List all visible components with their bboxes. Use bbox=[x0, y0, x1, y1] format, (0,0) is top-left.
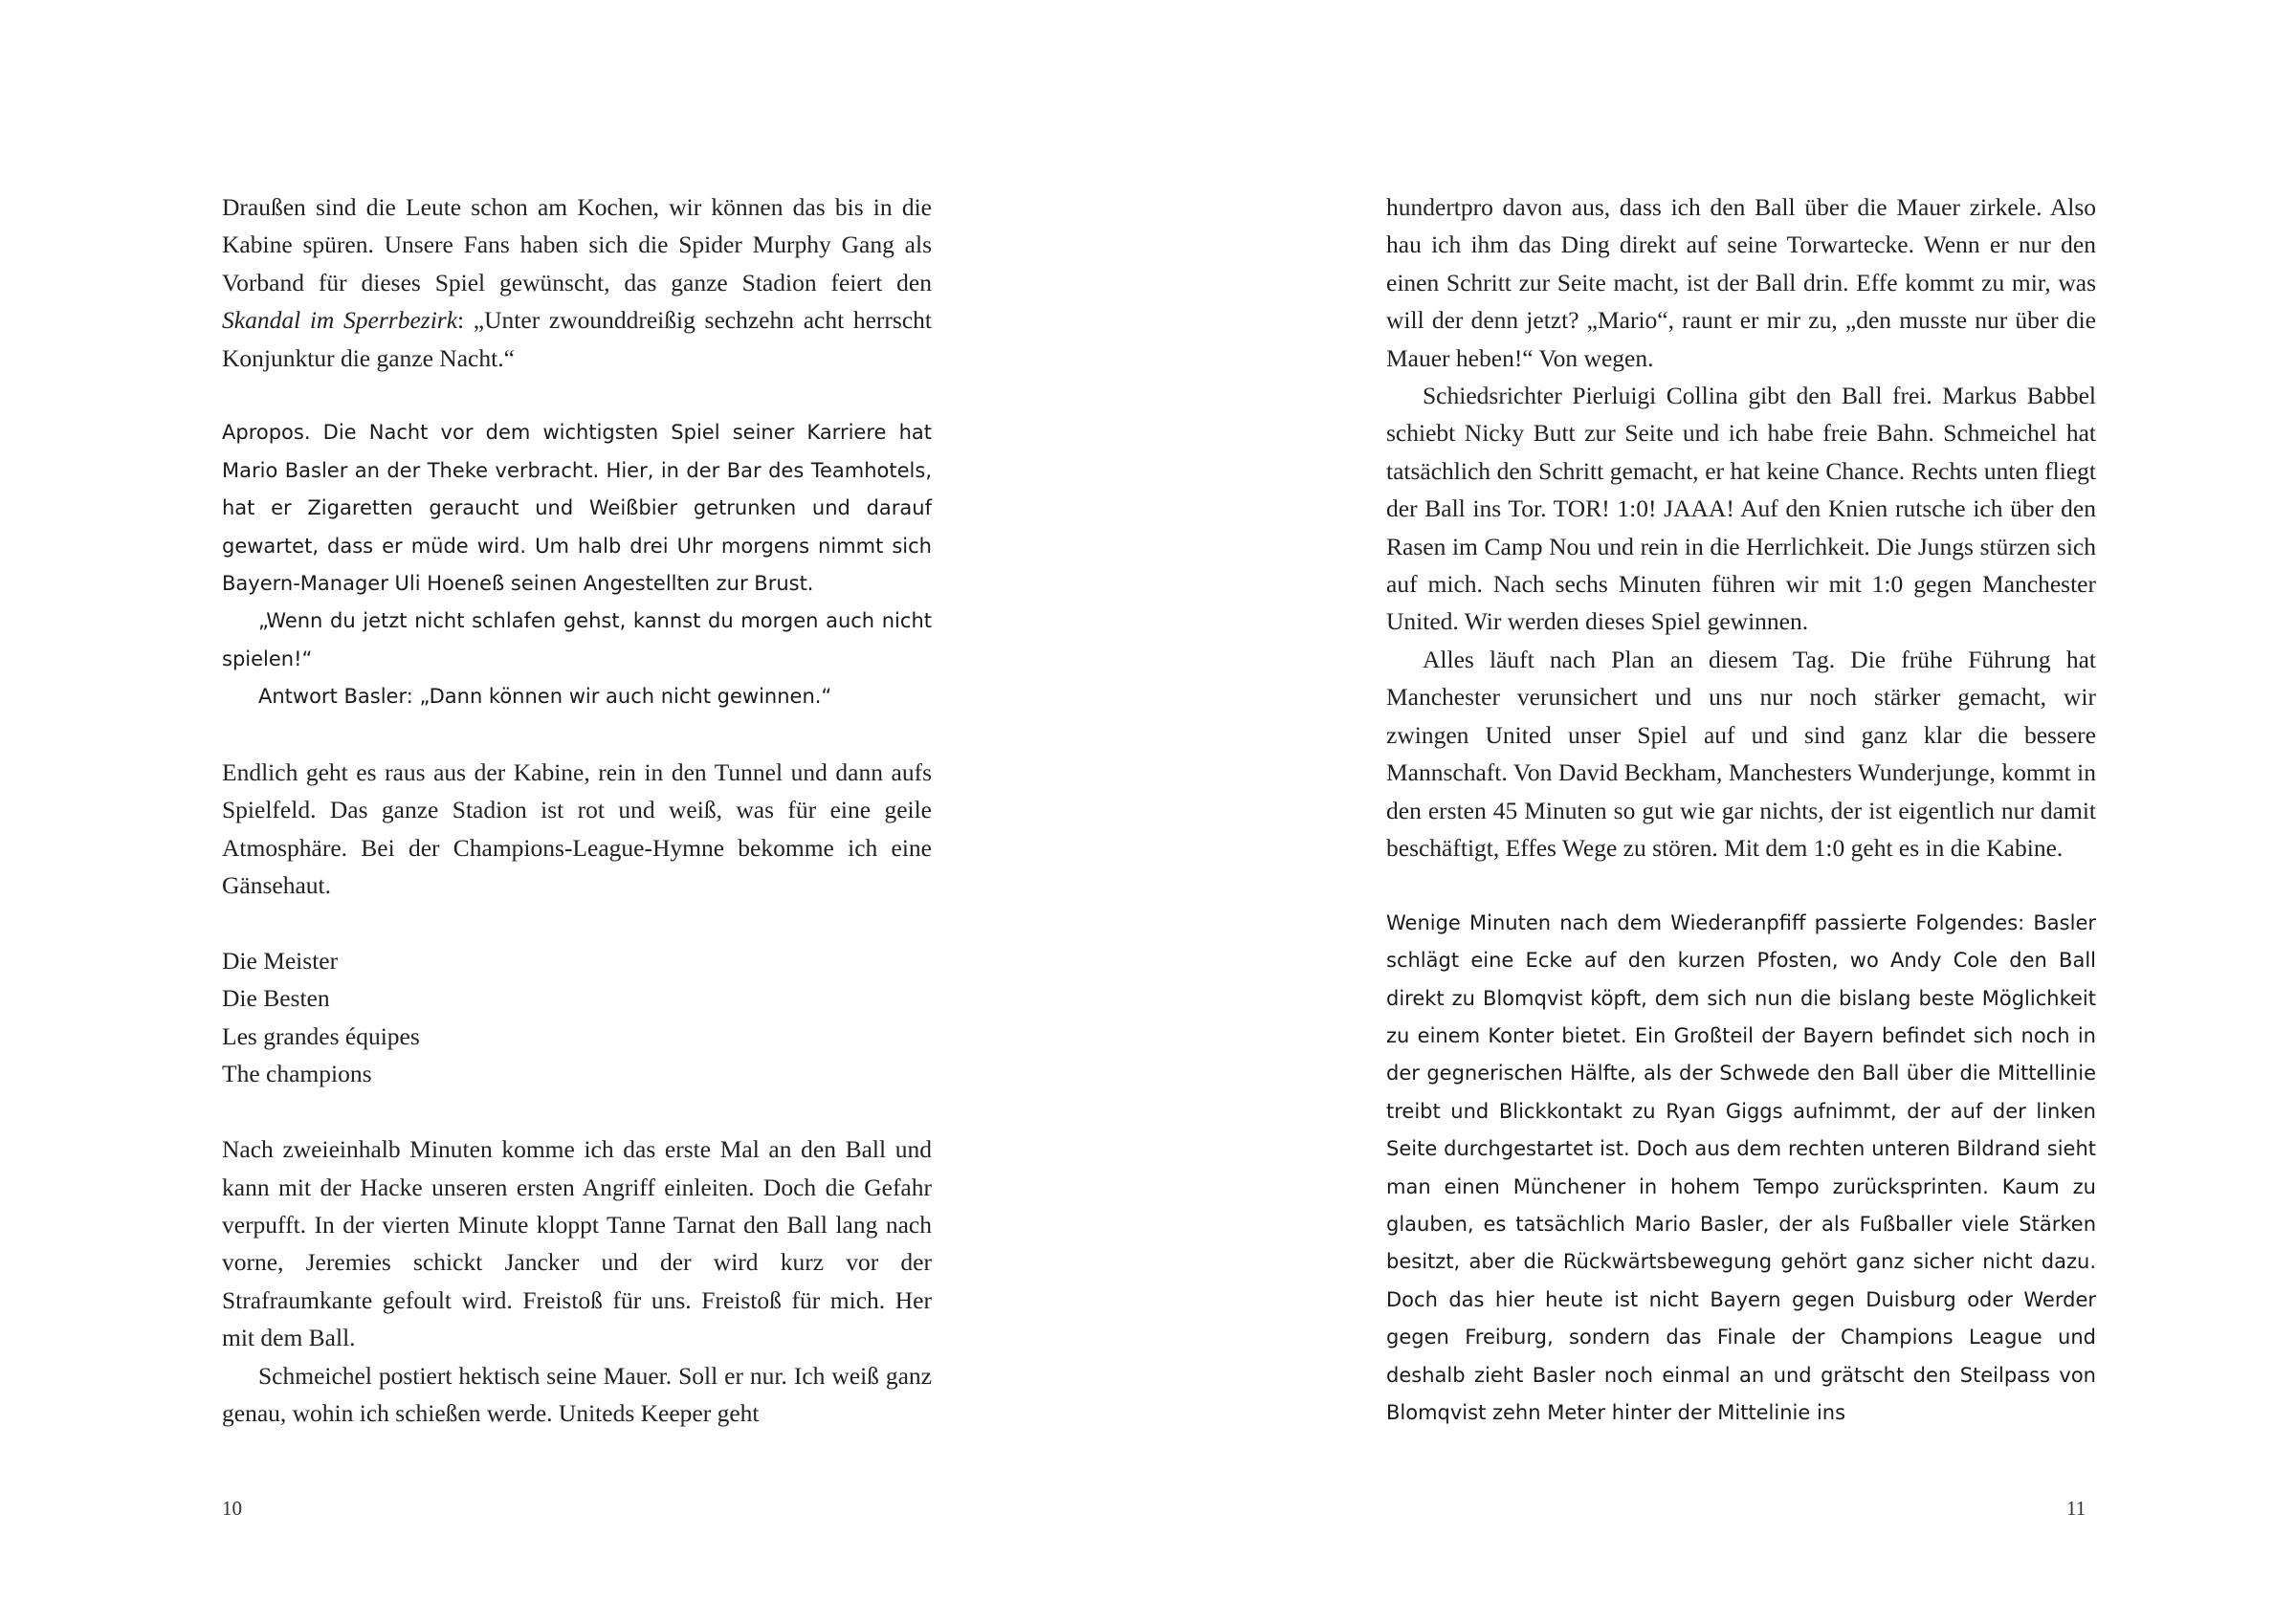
right-page bbox=[1148, 0, 2296, 1623]
left-text-column bbox=[222, 188, 932, 1432]
section-gap bbox=[222, 905, 932, 942]
commentary-quote: „Wenn du jetzt nicht schlafen gehst, kannst du morgen auch nicht spielen!“ bbox=[222, 609, 932, 670]
paragraph-text: Draußen sind die Leute schon am Kochen, wir können das bis in die Kabine spüren. Unsere Fans haben sich die Spider Murphy Gang als Vorband für dieses Spiel gewünscht, das ganze Stadion feiert den bbox=[222, 193, 932, 296]
verse-line: Les grandes équipes bbox=[222, 1021, 420, 1050]
verse-line: Die Besten bbox=[222, 984, 330, 1013]
paragraph: Schmeichel postiert hektisch seine Mauer. Soll er nur. Ich weiß ganz genau, wohin ich schießen werde. Uniteds Keeper geht bbox=[222, 1361, 932, 1427]
section-gap bbox=[1386, 866, 2096, 904]
paragraph: Nach zweieinhalb Minuten komme ich das erste Mal an den Ball und kann mit der Hacke unseren ersten Angriff einleiten. Doch die Gefahr verpufft. In der vierten Minute kloppt Tanne Tarnat den Ball lang nach vorne, Jeremies schickt Jancker und der wird kurz vor der Strafraumkante gefoult wird. Freistoß für uns. Freistoß für mich. Her mit dem Ball. bbox=[222, 1135, 932, 1352]
verse-line: The champions bbox=[222, 1060, 372, 1088]
commentary-paragraph: Apropos. Die Nacht vor dem wichtigsten Spiel seiner Karriere hat Mario Basler an der Theke verbracht. Hier, in der Bar des Teamhotels, hat er Zigaretten geraucht und Weißbier getrunken und darauf gewartet, dass er müde wird. Um halb drei Uhr morgens nimmt sich Bayern-Manager Uli Hoeneß seinen Angestellten zur Brust. bbox=[222, 421, 932, 596]
section-gap bbox=[222, 716, 932, 754]
commentary-quote: Antwort Basler: „Dann können wir auch nicht gewinnen.“ bbox=[258, 685, 832, 709]
section-gap bbox=[222, 377, 932, 414]
page-number: 11 bbox=[2066, 1497, 2086, 1520]
section-gap bbox=[222, 1093, 932, 1130]
paragraph bbox=[222, 188, 932, 377]
right-text-column bbox=[1386, 188, 2096, 1432]
paragraph-text: : „Unter zwounddreißig sechzehn acht herrscht Konjunktur die ganze Nacht.“ bbox=[222, 306, 932, 372]
verse-line: Die Meister bbox=[222, 947, 339, 976]
page-number: 10 bbox=[222, 1497, 242, 1520]
commentary-paragraph: Wenige Minuten nach dem Wiederanpfiff passierte Folgendes: Basler schlägt eine Ecke auf den kurzen Pfosten, wo Andy Cole den Ball direkt zu Blomqvist köpft, dem sich nun die bislang beste Möglichkeit zu einem Konter bietet. Ein Großteil der Bayern befindet sich noch in der gegnerischen Hälfte, als der Schwede den Ball über die Mittellinie treibt und Blickkontakt zu Ryan Giggs aufnimmt, der auf der linken Seite durchgestartet ist. Doch aus dem rechten unteren Bildrand sieht man einen Münchener in hohem Tempo zurücksprinten. Kaum zu glauben, es tatsächlich Mario Basler, der als Fußballer viele Stärken besitzt, aber die Rückwärtsbewegung gehört ganz sicher nicht dazu. Doch das hier heute ist nicht Bayern gegen Duisburg oder Werder gegen Freiburg, sondern das Finale der Champions League und deshalb zieht Basler noch einmal an und grätscht den Steilpass von Blomqvist zehn Meter hinter der Mittelinie ins bbox=[1386, 910, 2096, 1424]
paragraph: hundertpro davon aus, dass ich den Ball über die Mauer zirkele. Also hau ich ihm das Ding direkt auf seine Torwartecke. Wenn er nur den einen Schritt zur Seite macht, ist der Ball drin. Effe kommt zu mir, was will der denn jetzt? „Mario“, raunt er mir zu, „den musste nur über die Mauer heben!“ Von wegen. bbox=[1386, 193, 2096, 372]
song-title: Skandal im Sperrbezirk bbox=[222, 306, 458, 335]
paragraph: Alles läuft nach Plan an diesem Tag. Die frühe Führung hat Manchester verunsichert und uns nur noch stärker gemacht, wir zwingen United unser Spiel auf und sind ganz klar die bessere Mannschaft. Von David Beckham, Manchesters Wunderjunge, kommt in den ersten 45 Minuten so gut wie gar nichts, der ist eigentlich nur damit beschäftigt, Effes Wege zu stören. Mit dem 1:0 geht es in die Kabine. bbox=[1386, 645, 2096, 862]
paragraph: Schiedsrichter Pierluigi Collina gibt den Ball frei. Markus Babbel schiebt Nicky Butt zur Seite und ich habe freie Bahn. Schmeichel hat tatsächlich den Schritt gemacht, er hat keine Chance. Rechts unten fliegt der Ball ins Tor. TOR! 1:0! JAAA! Auf den Knien rutsche ich über den Rasen im Camp Nou und rein in die Herrlichkeit. Die Jungs stürzen sich auf mich. Nach sechs Minuten führen wir mit 1:0 gegen Manchester United. Wir werden dieses Spiel gewinnen. bbox=[1386, 382, 2096, 636]
paragraph: Endlich geht es raus aus der Kabine, rein in den Tunnel und dann aufs Spielfeld. Das ganze Stadion ist rot und weiß, was für eine geile Atmosphäre. Bei der Champions-League-Hymne bekomme ich eine Gänsehaut. bbox=[222, 758, 932, 900]
